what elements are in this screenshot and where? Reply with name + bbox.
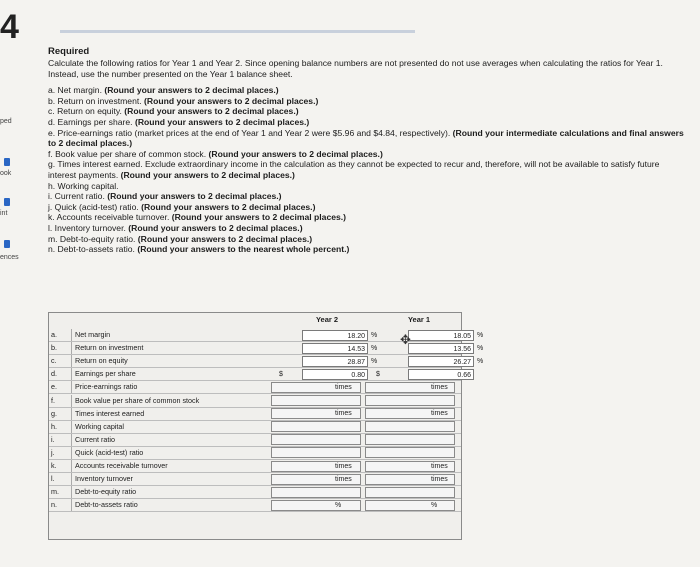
row-divider: [49, 511, 461, 512]
requirement-note: (Round your answers to 2 decimal places.): [144, 95, 319, 106]
requirement-note: (Round your answers to 2 decimal places.): [137, 233, 313, 244]
row-letter: j.: [51, 447, 55, 457]
requirement-text: a. Net margin.: [48, 85, 105, 96]
year2-unit: times: [335, 383, 352, 391]
requirement-text: i. Current ratio.: [48, 191, 108, 202]
requirement-item: [48, 202, 688, 213]
requirement-text: j. Quick (acid-test) ratio.: [48, 201, 142, 212]
requirement-text: l. Inventory turnover.: [48, 222, 129, 233]
row-name: Times interest earned: [71, 408, 265, 420]
requirement-item: [48, 128, 688, 149]
row-letter: d.: [51, 369, 57, 379]
book-icon[interactable]: [4, 158, 10, 166]
year1-unit: times: [431, 410, 448, 418]
year2-input[interactable]: 14.53: [302, 343, 368, 354]
requirement-note: (Round your answers to 2 decimal places.): [120, 169, 295, 180]
requirement-text: g. Times interest earned. Exclude extraordinary income in the calculation as they cannot be expected to recur and, therefore, will not be available to satisfy future interest payments.: [48, 159, 660, 180]
sidebar-label-4[interactable]: ences: [0, 254, 19, 261]
required-title: Required: [48, 46, 90, 57]
year2-dollar: $: [279, 370, 283, 378]
sidebar-label-2[interactable]: ook: [0, 170, 12, 177]
row-name: Book value per share of common stock: [71, 395, 265, 407]
requirement-note: (Round your answers to 2 decimal places.): [104, 85, 279, 96]
requirement-text: b. Return on investment.: [48, 95, 145, 106]
year1-input[interactable]: 13.56: [408, 343, 474, 354]
requirement-note: (Round your answers to 2 decimal places.): [141, 201, 316, 212]
row-name: Debt-to-assets ratio: [71, 499, 265, 511]
requirement-item: [48, 223, 688, 234]
row-letter: f.: [51, 395, 55, 405]
year2-unit: %: [371, 357, 378, 365]
row-name: Accounts receivable turnover: [71, 460, 265, 472]
year2-unit: times: [335, 475, 352, 483]
year2-unit: %: [371, 331, 378, 339]
year2-header: Year 2: [315, 315, 339, 324]
requirement-note: (Round your answers to 2 decimal places.): [171, 212, 347, 223]
row-name: Inventory turnover: [71, 473, 265, 485]
year1-input[interactable]: 0.66: [408, 369, 474, 380]
year2-input[interactable]: [271, 447, 361, 458]
year1-input[interactable]: [365, 447, 455, 458]
year1-unit: %: [477, 331, 484, 339]
requirement-text: e. Price-earnings ratio (market prices at the end of Year 1 and Year 2 were $5.96 and $4.84, respectively).: [48, 127, 453, 138]
row-letter: g.: [51, 408, 57, 418]
year2-input[interactable]: 18.20: [302, 330, 368, 341]
required-section: [48, 46, 688, 255]
row-letter: l.: [51, 474, 55, 484]
year1-unit: %: [477, 357, 484, 365]
requirement-text: k. Accounts receivable turnover.: [48, 212, 172, 223]
row-name: Working capital: [71, 421, 265, 433]
requirement-item: [48, 159, 688, 180]
requirement-item: [48, 117, 688, 128]
year2-input[interactable]: [271, 500, 361, 511]
year1-input[interactable]: [365, 395, 455, 406]
year2-input[interactable]: [271, 487, 361, 498]
required-intro: Calculate the following ratios for Year 1 and Year 2. Since opening balance numbers are not presented do not use averages when calculating the ratios for Year 1. Instead, use the number presented on the Year 1 balance sheet.: [48, 58, 663, 79]
year2-input[interactable]: [271, 434, 361, 445]
year2-input[interactable]: [271, 421, 361, 432]
row-letter: i.: [51, 434, 55, 444]
row-name: Return on investment: [71, 342, 265, 354]
requirement-item: [48, 191, 688, 202]
cursor-icon: ✥: [400, 332, 411, 347]
row-letter: a.: [51, 330, 57, 339]
requirement-text: f. Book value per share of common stock.: [48, 148, 209, 159]
row-name: Earnings per share: [71, 368, 265, 380]
requirement-text: n. Debt-to-assets ratio.: [48, 244, 138, 255]
year1-unit: times: [431, 383, 448, 391]
year2-input[interactable]: 0.80: [302, 369, 368, 380]
year1-input[interactable]: 26.27: [408, 356, 474, 367]
row-letter: h.: [51, 421, 57, 431]
sidebar-label-3[interactable]: int: [0, 210, 8, 217]
page-number: 4: [0, 8, 19, 46]
requirement-text: h. Working capital.: [48, 180, 119, 191]
year1-input[interactable]: [365, 421, 455, 432]
row-letter: e.: [51, 382, 57, 392]
year2-input[interactable]: [271, 395, 361, 406]
year1-input[interactable]: [365, 487, 455, 498]
year1-dollar: $: [376, 370, 380, 378]
year1-unit: %: [477, 344, 484, 352]
row-letter: b.: [51, 343, 57, 353]
row-name: Current ratio: [71, 434, 265, 446]
row-letter: c.: [51, 356, 57, 366]
requirement-note: (Round your answers to 2 decimal places.): [208, 148, 383, 159]
row-name: Net margin: [71, 329, 265, 341]
requirements-list: [48, 85, 688, 255]
year2-unit: times: [335, 462, 352, 470]
row-name: Return on equity: [71, 355, 265, 367]
requirement-item: [48, 149, 688, 160]
requirement-note: (Round your answers to 2 decimal places.): [134, 116, 310, 127]
requirement-item: [48, 181, 688, 192]
print-icon[interactable]: [4, 198, 10, 206]
requirement-item: [48, 234, 688, 245]
year1-input[interactable]: 18.05: [408, 330, 474, 341]
row-letter: k.: [51, 461, 57, 470]
year1-input[interactable]: [365, 434, 455, 445]
divider-bar: [60, 30, 415, 33]
year1-unit: %: [431, 501, 438, 509]
year2-unit: %: [371, 344, 378, 352]
requirement-item: [48, 96, 688, 107]
row-name: Debt-to-equity ratio: [71, 486, 265, 498]
requirement-item: [48, 244, 688, 255]
references-icon[interactable]: [4, 240, 10, 248]
year1-header: Year 1: [407, 315, 431, 324]
requirement-text: d. Earnings per share.: [48, 116, 135, 127]
requirement-item: [48, 212, 688, 223]
row-letter: m.: [51, 487, 59, 497]
year1-input[interactable]: [365, 500, 455, 511]
year2-unit: %: [335, 501, 342, 509]
requirement-note: (Round your answers to 2 decimal places.): [128, 222, 303, 233]
requirement-note: (Round your intermediate calculations and final answers to 2 decimal places.): [48, 127, 684, 149]
requirement-note: (Round your answers to the nearest whole percent.): [137, 244, 350, 255]
requirement-note: (Round your answers to 2 decimal places.): [107, 191, 282, 202]
requirement-note: (Round your answers to 2 decimal places.): [124, 106, 299, 117]
row-letter: n.: [51, 500, 57, 510]
requirement-text: c. Return on equity.: [48, 106, 125, 117]
row-name: Price-earnings ratio: [71, 381, 265, 393]
row-name: Quick (acid-test) ratio: [71, 447, 265, 459]
requirement-text: m. Debt-to-equity ratio.: [48, 233, 138, 244]
sidebar-label-1[interactable]: ped: [0, 118, 12, 125]
year1-unit: times: [431, 475, 448, 483]
requirement-item: [48, 85, 688, 96]
year2-input[interactable]: 28.87: [302, 356, 368, 367]
requirement-item: [48, 106, 688, 117]
year1-unit: times: [431, 462, 448, 470]
year2-unit: times: [335, 410, 352, 418]
